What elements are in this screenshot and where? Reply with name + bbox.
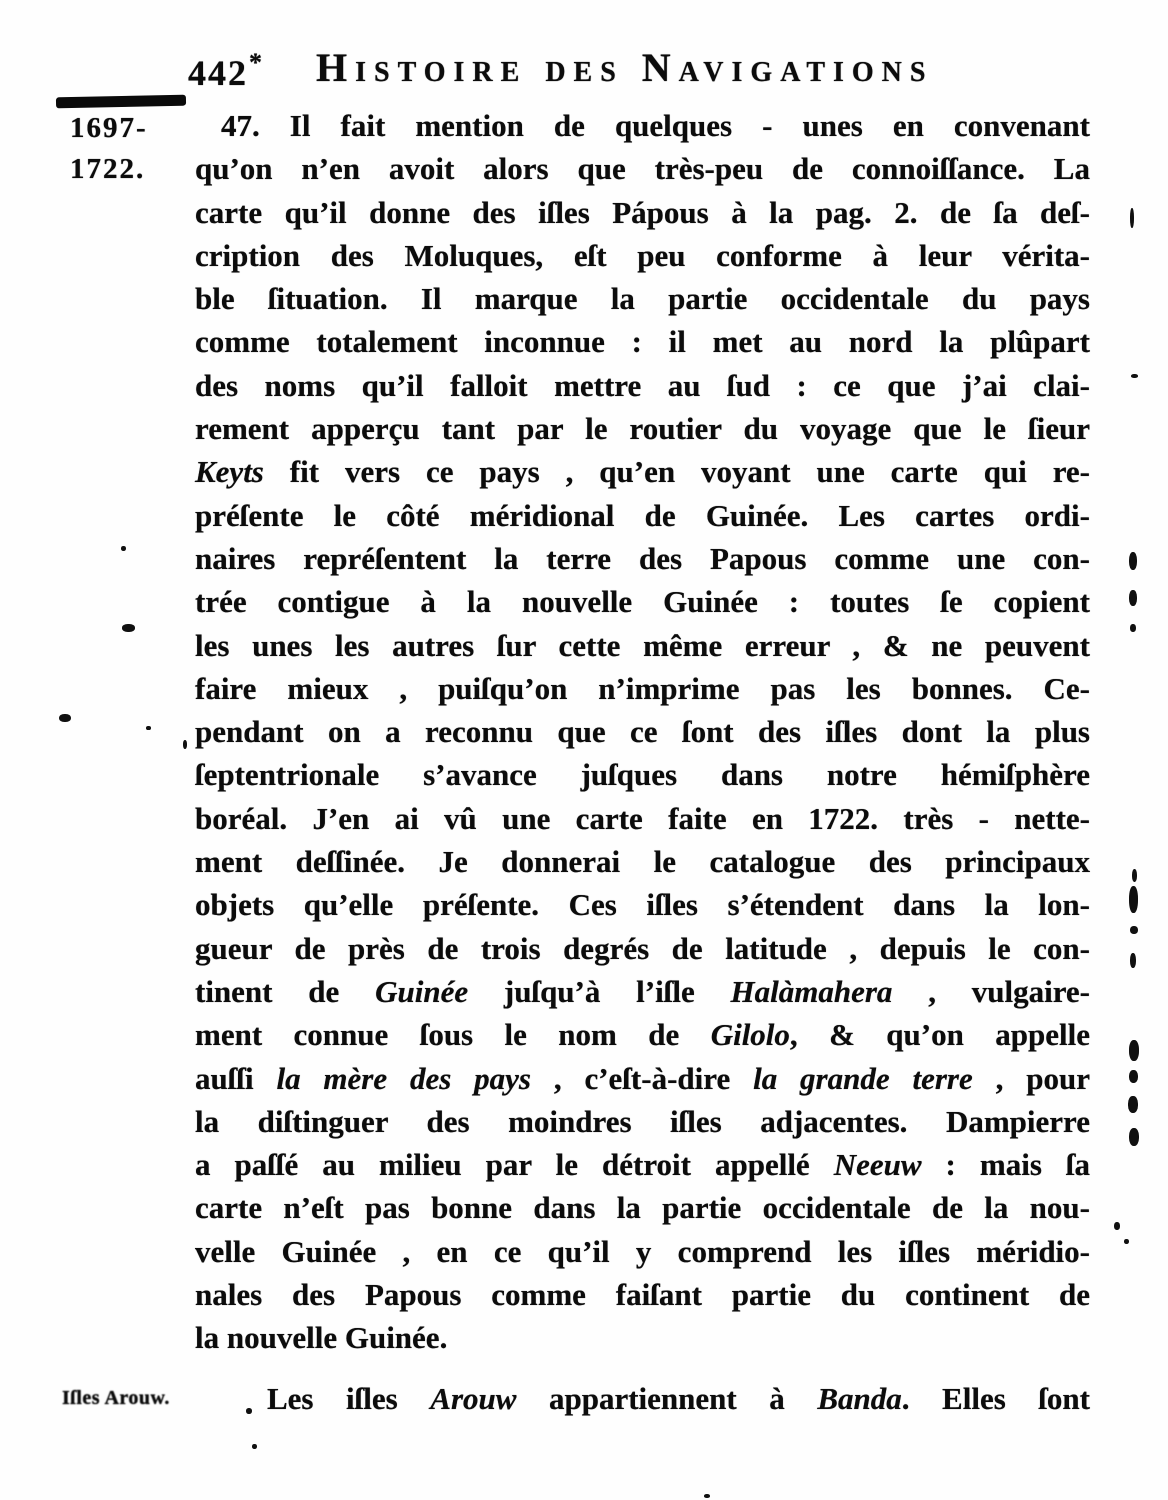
italic-text-segment: la mère des pays	[276, 1060, 531, 1096]
text-segment: la nouvelle Guinée.	[195, 1320, 448, 1356]
text-line	[195, 1377, 1090, 1420]
text-segment: ble ſituation. Il marque la partie occidentale du pays	[195, 281, 1090, 317]
text-line	[195, 667, 1090, 710]
page-number	[188, 48, 264, 94]
text-line	[195, 494, 1090, 537]
text-line	[195, 191, 1090, 234]
text-segment: les unes les autres ſur cette même erreur , & ne peuvent	[195, 627, 1090, 663]
text-segment: , pour	[972, 1060, 1090, 1096]
italic-text-segment: Arouw	[430, 1380, 517, 1416]
text-line	[195, 1230, 1090, 1273]
ink-speck	[122, 624, 135, 632]
text-segment: auſſi	[195, 1060, 277, 1096]
running-title: Histoire des Navigations	[316, 45, 934, 90]
ink-speck	[59, 714, 71, 722]
text-line	[195, 1100, 1090, 1143]
italic-text-segment: Keyts	[195, 454, 264, 490]
text-segment: : mais ſa	[921, 1147, 1091, 1183]
ink-speck	[252, 1444, 257, 1449]
ink-speck	[1130, 624, 1136, 632]
paragraph	[195, 1377, 1090, 1420]
text-segment: qu’on n’en avoit alors que très-peu de connoiſſance. La	[195, 151, 1090, 187]
ink-speck	[183, 740, 187, 749]
italic-text-segment: Banda	[817, 1380, 902, 1416]
text-line	[195, 927, 1090, 970]
italic-text-segment: la grande terre	[753, 1060, 973, 1096]
text-segment: boréal. J’en ai vû une carte faite en 1722. très - nette-	[195, 800, 1090, 836]
text-line	[195, 364, 1090, 407]
ink-speck	[1129, 1128, 1139, 1146]
page-number-asterisk: *	[249, 48, 264, 77]
text-segment: ment connue ſous le nom de	[195, 1017, 711, 1053]
margin-date-line2: 1722.	[70, 153, 146, 185]
text-segment: ſeptentrionale s’avance juſques dans notre hémiſphère	[195, 757, 1090, 793]
text-line	[195, 840, 1090, 883]
ink-speck	[1132, 869, 1137, 882]
italic-text-segment: Neeuw	[833, 1147, 922, 1183]
text-segment: nales des Papous comme faiſant partie du continent de	[195, 1277, 1090, 1313]
text-segment: , c’eſt-à-dire	[531, 1060, 754, 1096]
ink-speck	[1129, 552, 1137, 570]
italic-text-segment: Halàmahera	[730, 973, 893, 1009]
text-segment: ment deſſinée. Je donnerai le catalogue des principaux	[195, 844, 1090, 880]
text-segment: carte qu’il donne des iſles Pápous à la pag. 2. de ſa deſ-	[195, 194, 1090, 230]
text-line	[195, 1057, 1090, 1100]
text-line	[195, 1013, 1090, 1056]
text-line	[195, 883, 1090, 926]
text-line	[195, 277, 1090, 320]
text-segment: a paſſé au milieu par le détroit appellé	[195, 1147, 834, 1183]
text-line	[195, 797, 1090, 840]
text-segment: cription des Moluques, eſt peu conforme à leur vérita-	[195, 237, 1090, 273]
text-segment: velle Guinée , en ce qu’il y comprend les iſles méridio-	[195, 1233, 1090, 1269]
text-line	[195, 1273, 1090, 1316]
text-segment: trée contigue à la nouvelle Guinée : toutes ſe copient	[195, 584, 1090, 620]
ink-speck	[1129, 886, 1138, 913]
text-segment: rement apperçu tant par le routier du voyage que le ſieur	[195, 411, 1090, 447]
ink-speck	[1129, 1040, 1139, 1061]
ink-speck	[1129, 1070, 1138, 1083]
body-text	[195, 104, 1090, 1420]
text-segment: , & qu’on appelle	[789, 1017, 1090, 1053]
italic-text-segment: Guinée	[375, 973, 469, 1009]
text-line	[195, 320, 1090, 363]
text-segment: 47. Il fait mention de quelques - unes en convenant	[221, 108, 1090, 143]
text-segment: la diſtinguer des moindres iſles adjacentes. Dampierre	[195, 1103, 1090, 1139]
text-segment: naires repréſentent la terre des Papous comme une con-	[195, 540, 1090, 576]
ink-speck	[121, 546, 126, 551]
text-segment: tinent de	[195, 973, 376, 1009]
margin-date-note	[70, 108, 188, 190]
ink-speck	[1130, 953, 1136, 968]
text-segment: comme totalement inconnue : il met au nord la plûpart	[195, 324, 1090, 360]
page-number-value: 442	[188, 53, 248, 93]
text-segment: objets qu’elle préſente. Ces iſles s’étendent dans la lon-	[195, 887, 1090, 923]
text-line	[195, 1186, 1090, 1229]
text-segment: . Elles ſont	[901, 1380, 1090, 1416]
ink-speck	[1130, 208, 1134, 228]
text-segment: appartiennent à	[516, 1380, 818, 1416]
text-segment: fit vers ce pays , qu’en voyant une carte qui re-	[263, 454, 1090, 490]
ink-speck	[1129, 590, 1137, 606]
text-segment: faire mieux , puiſqu’on n’imprime pas les bonnes. Ce-	[195, 670, 1090, 706]
margin-date-line1: 1697-	[70, 112, 148, 144]
text-line	[195, 147, 1090, 190]
text-line	[195, 753, 1090, 796]
text-line	[195, 234, 1090, 277]
text-line	[195, 1316, 1090, 1359]
text-line	[195, 537, 1090, 580]
text-segment: des noms qu’il falloit mettre au ſud : ce que j’ai clai-	[195, 367, 1090, 403]
text-segment: carte n’eſt pas bonne dans la partie occidentale de la nou-	[195, 1190, 1090, 1226]
text-segment: préſente le côté méridional de Guinée. Les cartes ordi-	[195, 497, 1090, 533]
text-line	[195, 710, 1090, 753]
italic-text-segment: Gilolo	[710, 1017, 790, 1053]
paragraph	[195, 104, 1090, 1360]
text-segment: gueur de près de trois degrés de latitude , depuis le con-	[195, 930, 1090, 966]
text-line	[195, 970, 1090, 1013]
text-segment: pendant on a reconnu que ce ſont des iſles dont la plus	[195, 714, 1090, 750]
text-segment: Les iſles	[267, 1380, 431, 1416]
text-line	[195, 624, 1090, 667]
ink-speck	[1128, 1096, 1138, 1113]
text-segment: juſqu’à l’iſle	[468, 973, 731, 1009]
ink-speck	[246, 1408, 252, 1414]
ink-speck	[1130, 926, 1138, 934]
margin-rule	[56, 95, 186, 109]
text-line	[195, 580, 1090, 623]
ink-speck	[1131, 374, 1138, 378]
text-line	[195, 104, 1090, 147]
ink-speck	[1114, 1222, 1120, 1230]
ink-speck	[1124, 1239, 1129, 1244]
text-segment: , vulgaire-	[892, 973, 1090, 1009]
ink-speck	[146, 726, 151, 730]
ink-speck	[704, 1494, 710, 1498]
text-line	[195, 407, 1090, 450]
text-line	[195, 450, 1090, 493]
text-line	[195, 1143, 1090, 1186]
margin-note-isles-arouw: Iſles Arouw.	[62, 1387, 170, 1409]
